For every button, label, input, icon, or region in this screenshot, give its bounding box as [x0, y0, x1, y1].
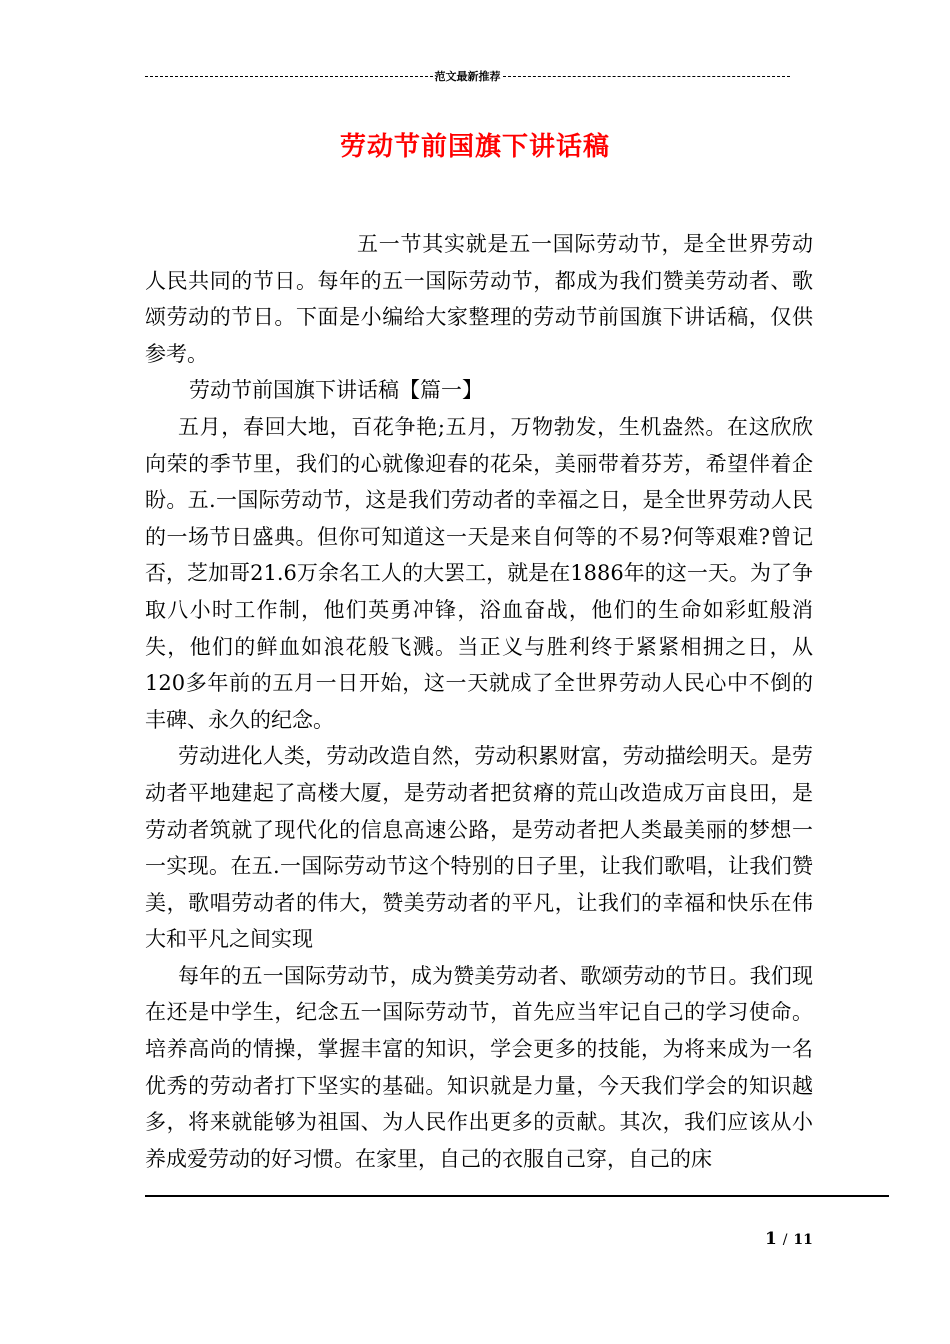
- page-separator: /: [782, 1232, 788, 1248]
- header-dash-right: [503, 76, 791, 77]
- document-body: [145, 226, 813, 1177]
- header-dash-left: [145, 76, 433, 77]
- page-header: [145, 68, 790, 84]
- intro-paragraph: 五一节其实就是五一国际劳动节，是全世界劳动人民共同的节日。每年的五一国际劳动节，都成为我们赞美劳动者、歌颂劳动的节日。下面是小编给大家整理的劳动节前国旗下讲话稿，仅供参考。: [145, 232, 813, 366]
- page-number: [765, 1229, 813, 1249]
- page-total: 11: [793, 1232, 813, 1248]
- page-current: 1: [765, 1229, 777, 1249]
- body-paragraph-3: 每年的五一国际劳动节，成为赞美劳动者、歌颂劳动的节日。我们现在还是中学生，纪念五一国际劳动节，首先应当牢记自己的学习使命。培养高尚的情操，掌握丰富的知识，学会更多的技能，为将来成为一名优秀的劳动者打下坚实的基础。知识就是力量，今天我们学会的知识越多，将来就能够为祖国、为人民作出更多的贡献。其次，我们应该从小养成爱劳动的好习惯。在家里，自己的衣服自己穿，自己的床: [145, 963, 813, 1171]
- footer-divider: [145, 1195, 889, 1197]
- section-heading: 劳动节前国旗下讲话稿【篇一】: [189, 378, 483, 403]
- body-paragraph-1: 五月，春回大地，百花争艳;五月，万物勃发，生机盎然。在这欣欣向荣的季节里，我们的心就像迎春的花朵，美丽带着芬芳，希望伴着企盼。五.一国际劳动节，这是我们劳动者的幸福之日，是全世界劳动人民的一场节日盛典。但你可知道这一天是来自何等的不易?何等艰难?曾记否，芝加哥21.6万余名工人的大罢工，就是在1886年的这一天。为了争取八小时工作制，他们英勇冲锋，浴血奋战，他们的生命如彩虹般消失，他们的鲜血如浪花般飞溅。当正义与胜利终于紧紧相拥之日，从120多年前的五月一日开始，这一天就成了全世界劳动人民心中不倒的丰碑、永久的纪念。: [145, 414, 813, 732]
- document-title: 劳动节前国旗下讲话稿: [339, 132, 610, 162]
- header-label: 范文最新推荐: [434, 70, 501, 83]
- body-paragraph-2: 劳动进化人类，劳动改造自然，劳动积累财富，劳动描绘明天。是劳动者平地建起了高楼大厦，是劳动者把贫瘠的荒山改造成万亩良田，是劳动者筑就了现代化的信息高速公路，是劳动者把人类最美丽的梦想一一实现。在五.一国际劳动节这个特别的日子里，让我们歌唱，让我们赞美，歌唱劳动者的伟大，赞美劳动者的平凡，让我们的幸福和快乐在伟大和平凡之间实现: [145, 744, 813, 952]
